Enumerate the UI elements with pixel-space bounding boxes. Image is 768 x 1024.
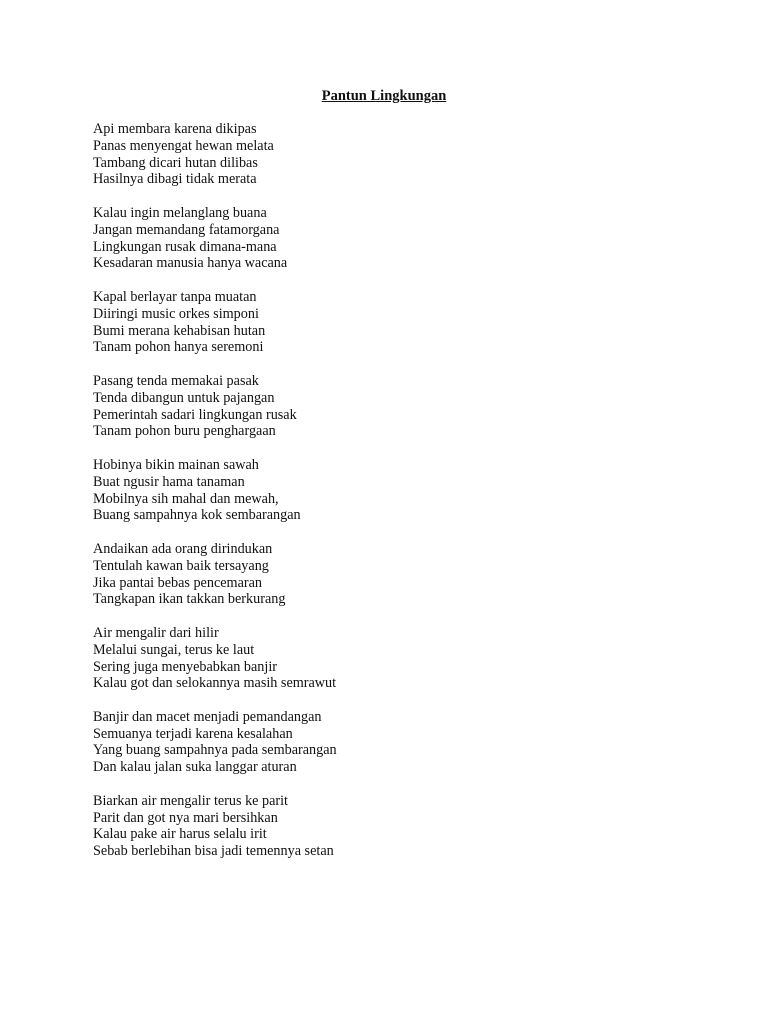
poem-line: Banjir dan macet menjadi pemandangan xyxy=(93,708,322,725)
poem-line: Biarkan air mengalir terus ke parit xyxy=(93,792,289,809)
document-title: Pantun Lingkungan xyxy=(321,88,447,104)
poem-line: Semuanya terjadi karena kesalahan xyxy=(93,725,293,742)
stanza xyxy=(93,541,653,608)
poem-line: Parit dan got nya mari bersihkan xyxy=(93,809,278,826)
stanza xyxy=(93,709,653,776)
poem-line: Bumi merana kehabisan hutan xyxy=(93,322,266,339)
stanza xyxy=(93,373,653,440)
poem-line: Hobinya bikin mainan sawah xyxy=(93,456,259,473)
poem-line: Dan kalau jalan suka langgar aturan xyxy=(93,759,297,776)
stanza xyxy=(93,289,653,356)
poem-body xyxy=(93,121,653,877)
poem-line: Panas menyengat hewan melata xyxy=(93,137,274,154)
poem-line: Buat ngusir hama tanaman xyxy=(93,473,245,490)
poem-line: Mobilnya sih mahal dan mewah, xyxy=(93,490,279,507)
poem-line: Pemerintah sadari lingkungan rusak xyxy=(93,406,297,423)
poem-line: Melalui sungai, terus ke laut xyxy=(93,641,255,658)
poem-line: Buang sampahnya kok sembarangan xyxy=(93,507,301,524)
poem-line: Kalau got dan selokannya masih semrawut xyxy=(93,675,337,692)
stanza xyxy=(93,205,653,272)
poem-line: Kalau pake air harus selalu irit xyxy=(93,826,267,843)
poem-line: Sebab berlebihan bisa jadi temennya setan xyxy=(93,843,334,860)
poem-line: Kalau ingin melanglang buana xyxy=(93,204,267,221)
poem-line: Tambang dicari hutan dilibas xyxy=(93,154,258,171)
poem-line: Jika pantai bebas pencemaran xyxy=(93,574,262,591)
poem-line: Kesadaran manusia hanya wacana xyxy=(93,255,288,272)
poem-line: Kapal berlayar tanpa muatan xyxy=(93,288,257,305)
poem-line: Tenda dibangun untuk pajangan xyxy=(93,389,275,406)
stanza xyxy=(93,121,653,188)
poem-line: Yang buang sampahnya pada sembarangan xyxy=(93,742,337,759)
stanza xyxy=(93,793,653,860)
poem-line: Jangan memandang fatamorgana xyxy=(93,221,280,238)
poem-line: Andaikan ada orang dirindukan xyxy=(93,540,273,557)
poem-line: Hasilnya dibagi tidak merata xyxy=(93,171,257,188)
poem-line: Tentulah kawan baik tersayang xyxy=(93,557,269,574)
poem-line: Tanam pohon buru penghargaan xyxy=(93,423,276,440)
poem-line: Pasang tenda memakai pasak xyxy=(93,372,259,389)
stanza xyxy=(93,457,653,524)
stanza xyxy=(93,625,653,692)
poem-line: Air mengalir dari hilir xyxy=(93,624,219,641)
poem-line: Lingkungan rusak dimana-mana xyxy=(93,238,277,255)
poem-line: Tangkapan ikan takkan berkurang xyxy=(93,591,286,608)
poem-line: Tanam pohon hanya seremoni xyxy=(93,339,264,356)
poem-line: Api membara karena dikipas xyxy=(93,121,257,137)
poem-line: Sering juga menyebabkan banjir xyxy=(93,658,277,675)
poem-line: Diiringi music orkes simponi xyxy=(93,305,259,322)
